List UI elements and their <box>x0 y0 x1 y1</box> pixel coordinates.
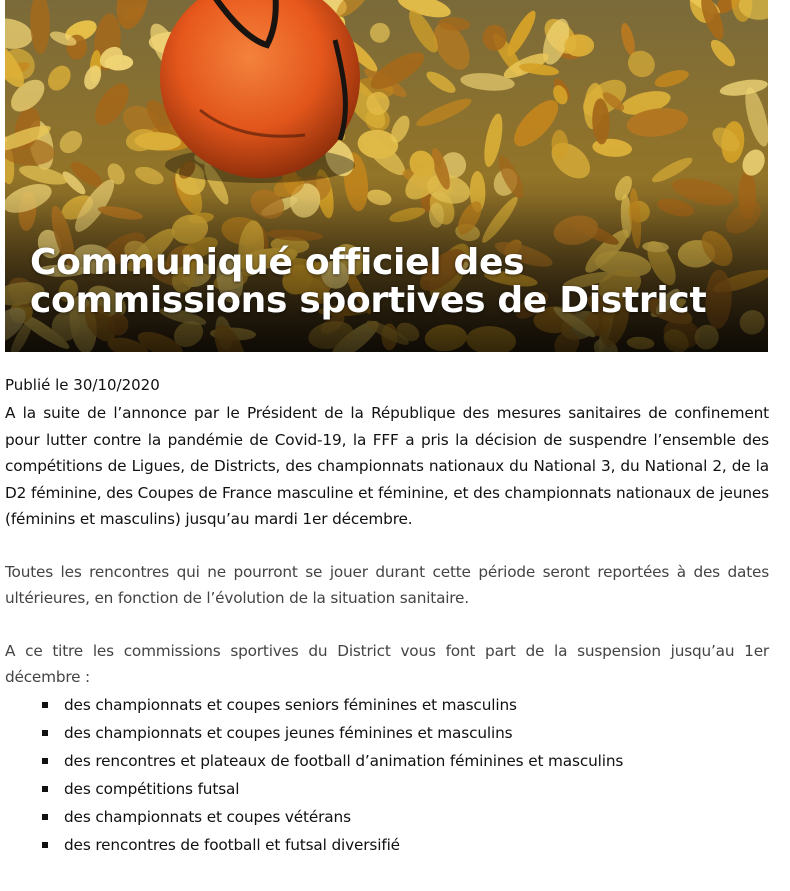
paragraph-postponement: Toutes les rencontres qui ne pourront se jouer durant cette période seront reportées à des dates ultérieures, en fonction de l’évolution de la situation sanitaire. <box>5 562 769 607</box>
bullet-square-icon <box>42 814 48 820</box>
list-item <box>42 775 769 803</box>
list-item-text: des compétitions futsal <box>64 779 240 798</box>
list-item <box>42 747 769 775</box>
list-item <box>42 803 769 831</box>
list-item-text: des championnats et coupes jeunes féminines et masculins <box>64 723 513 742</box>
suspension-list <box>5 691 769 859</box>
title-line-2: commissions sportives de District <box>30 280 707 321</box>
paragraph-suspension: A ce titre les commissions sportives du District vous font part de la suspension jusqu’au 1er décembre : <box>5 641 769 686</box>
title-line-1: Communiqué officiel des <box>30 242 525 283</box>
paragraph-intro: A la suite de l’annonce par le Président de la République des mesures sanitaires de confinement pour lutter contre la pandémie de Covid-19, la FFF a pris la décision de suspendre l’ensemble des compétitions de Ligues, de Districts, des championnats nationaux du National 3, du National 2, de la D2 féminine, des Coupes de France masculine et féminine, et des championnats nationaux de jeunes (féminins et masculins) jusqu’au mardi 1er décembre. <box>5 404 769 528</box>
bullet-square-icon <box>42 786 48 792</box>
list-item <box>42 719 769 747</box>
published-date: Publié le 30/10/2020 <box>5 376 160 394</box>
bullet-square-icon <box>42 842 48 848</box>
list-item-text: des championnats et coupes seniors féminines et masculins <box>64 695 517 714</box>
bullet-square-icon <box>42 730 48 736</box>
list-item-text: des rencontres et plateaux de football d’animation féminines et masculins <box>64 751 624 770</box>
list-item <box>42 831 769 859</box>
list-item-text: des rencontres de football et futsal diversifié <box>64 835 400 854</box>
hero-banner <box>5 0 768 352</box>
list-item-text: des championnats et coupes vétérans <box>64 807 351 826</box>
page-title <box>30 244 750 320</box>
article-body <box>5 372 769 859</box>
bullet-square-icon <box>42 758 48 764</box>
list-item <box>42 691 769 719</box>
bullet-square-icon <box>42 702 48 708</box>
